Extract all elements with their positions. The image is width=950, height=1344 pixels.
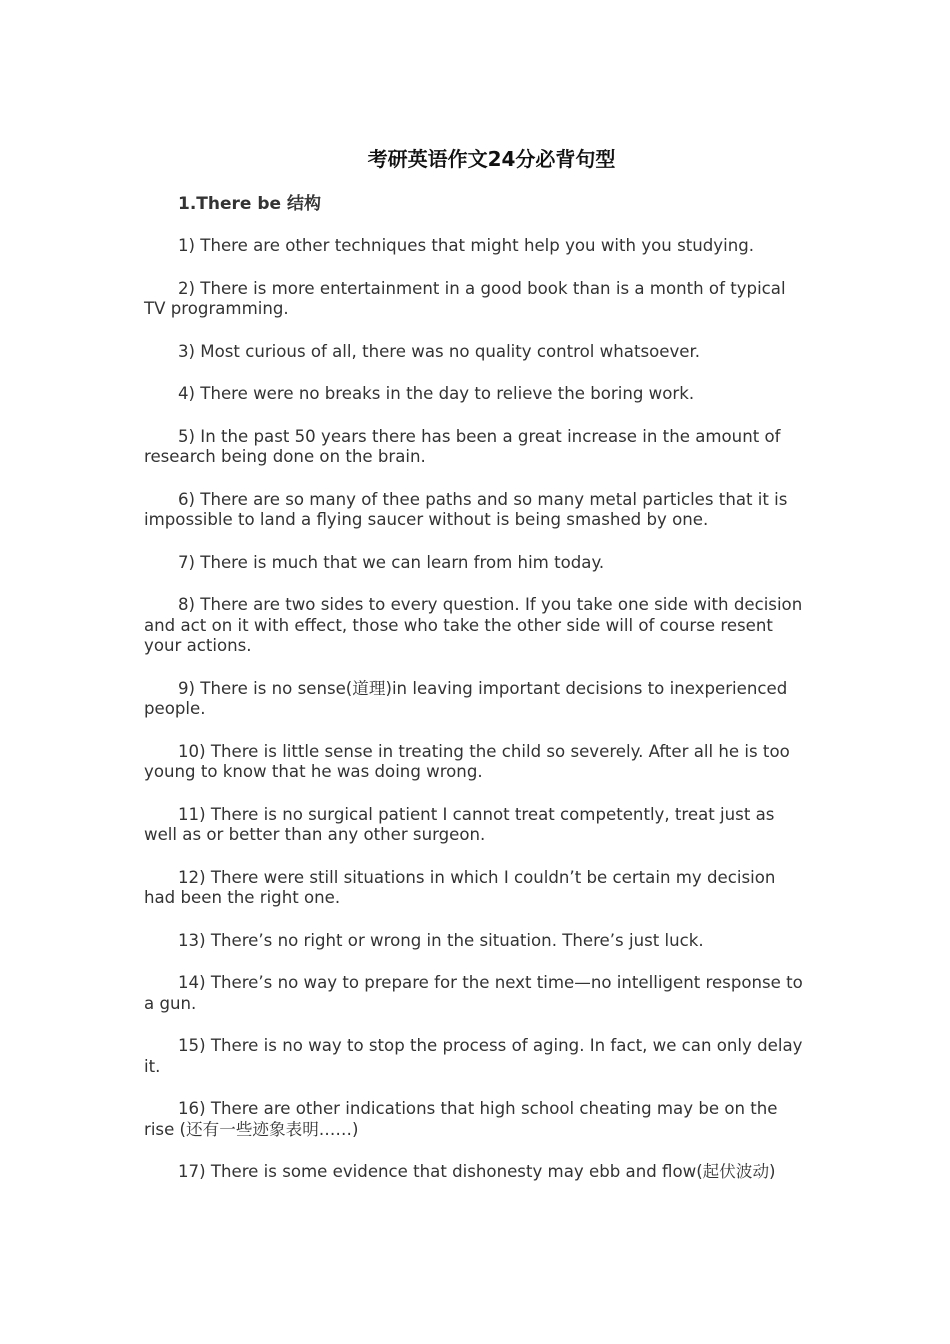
sentence-item-11: 11) There is no surgical patient I cannot treat competently, treat just as well as or better than any other surgeon.: [144, 804, 775, 844]
sentence-item-15: 15) There is no way to stop the process of aging. In fact, we can only delay it.: [144, 1036, 803, 1076]
sentence-item-12: 12) There were still situations in which I couldn’t be certain my decision had been the right one.: [144, 867, 776, 907]
section-heading: 1.There be 结构: [178, 194, 321, 214]
sentence-item-13: 13) There’s no right or wrong in the situation. There’s just luck.: [178, 930, 704, 950]
sentence-list: [144, 236, 806, 1205]
sentence-item-1: 1) There are other techniques that might help you with you studying.: [178, 236, 755, 255]
sentence-item-2: 2) There is more entertainment in a good book than is a month of typical TV programming.: [144, 278, 786, 318]
sentence-item-6: 6) There are so many of thee paths and so many metal particles that it is impossible to land a flying saucer without is being smashed by one.: [144, 489, 788, 529]
sentence-item-16: 16) There are other indications that high school cheating may be on the rise (还有一些迹象表明……): [144, 1099, 778, 1139]
sentence-item-17: 17) There is some evidence that dishonesty may ebb and flow(起伏波动): [178, 1162, 776, 1181]
sentence-item-3: 3) Most curious of all, there was no quality control whatsoever.: [178, 341, 701, 361]
document-title: 考研英语作文24分必背句型: [367, 147, 616, 171]
sentence-item-9: 9) There is no sense(道理)in leaving important decisions to inexperienced people.: [144, 678, 788, 718]
sentence-item-4: 4) There were no breaks in the day to relieve the boring work.: [178, 384, 695, 403]
sentence-item-8: 8) There are two sides to every question. If you take one side with decision and act on it with effect, those who take the other side will of course resent your actions.: [144, 595, 803, 655]
sentence-item-7: 7) There is much that we can learn from him today.: [178, 552, 605, 572]
sentence-item-5: 5) In the past 50 years there has been a great increase in the amount of research being done on the brain.: [144, 426, 781, 466]
sentence-item-10: 10) There is little sense in treating the child so severely. After all he is too young to know that he was doing wrong.: [144, 741, 790, 781]
sentence-item-14: 14) There’s no way to prepare for the next time—no intelligent response to a gun.: [144, 973, 803, 1013]
